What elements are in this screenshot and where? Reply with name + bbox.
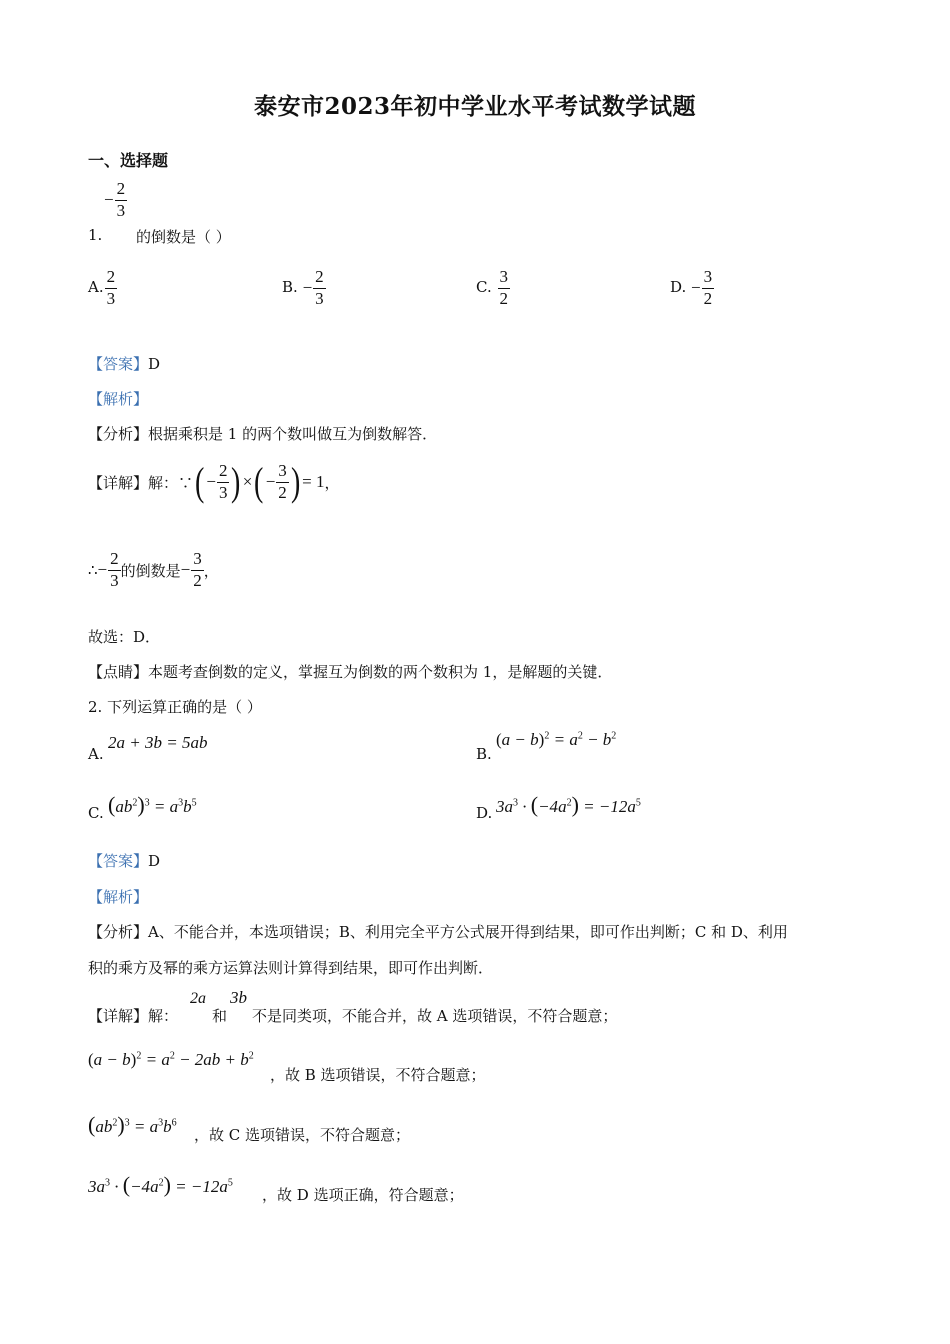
q2-answer: 【答案】D: [88, 852, 161, 870]
q1-option-a: A. $\frac{2}{3}$: [88, 267, 116, 308]
q1-option-c: C. $\frac{3}{2}$: [476, 267, 508, 308]
q2-option-a-label: A.: [88, 745, 104, 763]
q1-option-d: D. − $\frac{3}{2}$: [670, 267, 713, 308]
page-title: 泰安市2023年初中学业水平考试数学试题: [253, 93, 696, 120]
q2-option-c-formula: $(ab^2)^3 = a^3b^5$: [108, 792, 197, 817]
q1-xiangjie: 【详解】 解：∵ ( − $\frac{2}{3}$ ) × ( − $\frac{3}{2}$ ) = 1 ，: [88, 459, 340, 505]
q2-line-d: ，故 D 选项正确，符合题意；: [262, 1186, 464, 1204]
q2-stem: 2. 下列运算正确的是（ ）: [88, 698, 262, 716]
q2-fenxi-line1: 【分析】A、不能合并，本选项错误；B、利用完全平方公式展开得到结果，即可作出判断；C 和 D、利用: [88, 923, 788, 941]
q2-xiangjie: 【详解】解：: [88, 1007, 179, 1025]
q2-option-d-label: D.: [476, 804, 493, 822]
q2-option-c-label: C.: [88, 804, 104, 822]
q1-stem-fraction: − $\frac{2}{3}$: [104, 179, 126, 220]
q2-formula-c: $(ab^2)^3 = a^3b^6$: [88, 1112, 177, 1137]
section-heading-choice: 一、选择题: [88, 151, 169, 170]
q2-formula-d: $3a^3 \cdot (-4a^2) = -12a^5$: [88, 1172, 233, 1197]
q2-analysis-tag: 【解析】: [88, 888, 149, 906]
q2-formula-b: $(a - b)^2 = a^2 - 2ab + b^2$: [88, 1050, 254, 1069]
q1-stem: 的倒数是（ ）: [136, 228, 231, 246]
q2-option-a-formula: 2a + 3b = 5ab: [108, 733, 208, 752]
q2-and: 和: [212, 1007, 228, 1025]
q1-answer: 【答案】D: [88, 355, 161, 373]
q1-analysis-tag: 【解析】: [88, 390, 149, 408]
q2-term-2a: 2a: [190, 990, 206, 1007]
q1-therefore: ∴ − $\frac{2}{3}$ 的倒数是 − $\frac{3}{2}$ ，: [88, 549, 219, 590]
q2-option-b-label: B.: [476, 745, 492, 763]
q1-option-b: B. − $\frac{2}{3}$: [282, 267, 324, 308]
q1-dianjing: 【点睛】本题考查倒数的定义，掌握互为倒数的两个数积为 1，是解题的关键．: [88, 663, 613, 681]
q2-fenxi-line2: 积的乘方及幂的乘方运算法则计算得到结果，即可作出判断．: [88, 959, 494, 977]
q1-number: 1.: [88, 226, 103, 244]
q1-choose: 故选：D．: [88, 628, 161, 646]
q2-option-b-formula: $(a - b)^2 = a^2 - b^2$: [496, 730, 617, 749]
q1-fenxi: 【分析】根据乘积是 1 的两个数叫做互为倒数解答．: [88, 425, 438, 443]
q2-line-b: ，故 B 选项错误，不符合题意；: [270, 1066, 486, 1084]
q2-term-3b: 3b: [230, 988, 247, 1007]
q2-line-c: ，故 C 选项错误，不符合题意；: [194, 1126, 411, 1144]
q2-line-a: 不是同类项，不能合并，故 A 选项错误，不符合题意；: [252, 1007, 618, 1025]
q2-option-d-formula: $3a^3 \cdot (-4a^2) = -12a^5$: [496, 792, 641, 817]
